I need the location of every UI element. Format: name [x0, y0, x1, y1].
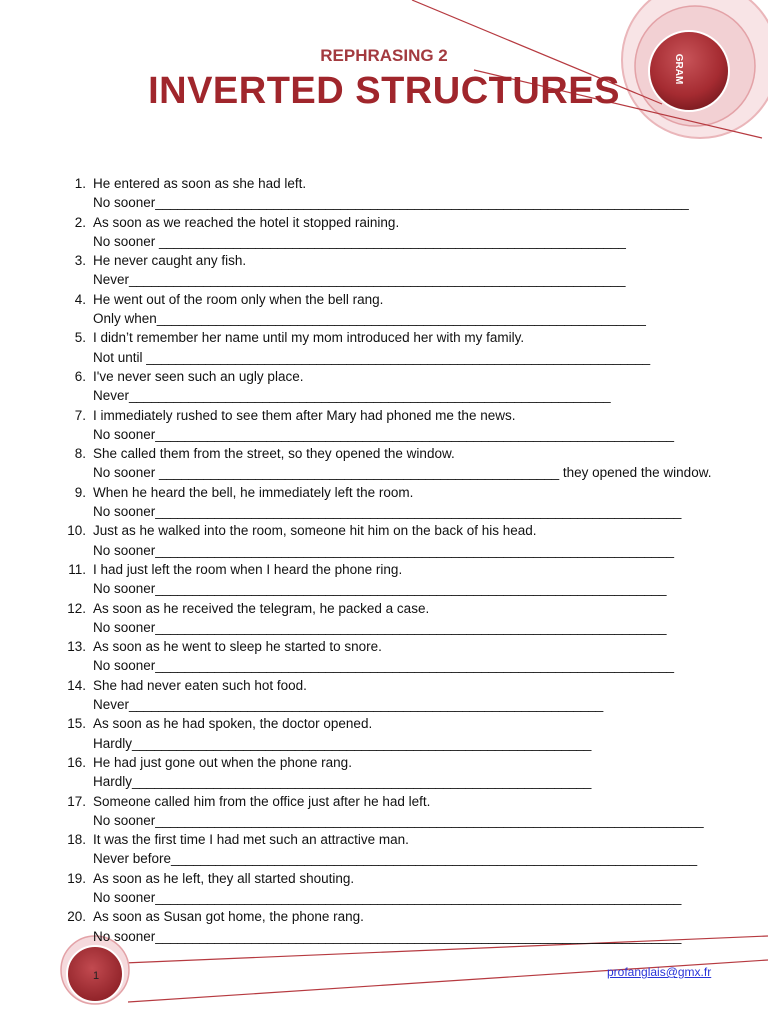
rephrase-prompt: Only when [93, 311, 157, 327]
rephrase-line [93, 193, 720, 212]
exercise-number: 10. [67, 523, 86, 539]
rephrase-prompt: Not until [93, 349, 147, 365]
contact-email-link[interactable]: profanglais@gmx.fr [607, 965, 712, 979]
answer-blank[interactable]: _____________________________________________________________________ [155, 581, 667, 597]
exercise-number: 19. [67, 870, 86, 886]
exercise-item [60, 290, 720, 329]
rephrase-line [93, 849, 720, 868]
rephrase-prompt: Never [93, 697, 130, 713]
exercise-number: 7. [74, 407, 86, 423]
exercise-sentence: As soon as we reached the hotel it stopped raining. [93, 214, 400, 230]
exercise-item [60, 444, 720, 483]
exercise-sentence: He never caught any fish. [93, 253, 247, 269]
exercise-number: 20. [67, 909, 86, 925]
rephrase-prompt: No sooner [93, 233, 160, 249]
answer-blank[interactable]: _________________________________________________________________ [129, 388, 611, 404]
exercise-item [60, 637, 720, 676]
exercise-item [60, 599, 720, 638]
answer-blank[interactable]: _______________________________________________________________________ [171, 851, 698, 867]
rephrase-line [93, 502, 720, 521]
answer-blank[interactable]: __________________________________________________________________ [156, 311, 646, 327]
rephrase-prompt: Never before [93, 851, 172, 867]
exercise-sentence: When he heard the bell, he immediately left the room. [93, 484, 414, 500]
exercise-sentence: He entered as soon as she had left. [93, 176, 307, 191]
exercise-list [60, 174, 720, 946]
exercise-number: 5. [74, 330, 86, 346]
rephrase-line [93, 386, 720, 405]
rephrase-line [93, 772, 720, 791]
answer-blank[interactable]: ___________________________________________________________________ [129, 272, 626, 288]
rephrase-suffix: they opened the window. [559, 465, 712, 481]
exercise-item [60, 213, 720, 252]
exercise-sentence: It was the first time I had met such an attractive man. [93, 832, 409, 848]
exercise-item [60, 676, 720, 715]
page-title: INVERTED STRUCTURES [148, 70, 620, 112]
rephrase-prompt: Hardly [93, 735, 133, 751]
exercise-number: 8. [74, 446, 86, 462]
rephrase-line [93, 232, 720, 251]
exercise-item [60, 406, 720, 445]
exercise-sentence: As soon as he left, they all started shouting. [93, 870, 355, 886]
exercise-sentence: She had never eaten such hot food. [93, 677, 307, 693]
rephrase-line [93, 348, 720, 367]
exercise-item [60, 714, 720, 753]
rephrase-prompt: No sooner [93, 195, 156, 211]
rephrase-prompt: No sooner [93, 542, 156, 558]
exercise-item [60, 174, 720, 213]
exercise-sentence: I've never seen such an ugly place. [93, 368, 304, 384]
page-number: 1 [92, 970, 100, 982]
exercise-number: 4. [74, 291, 86, 307]
exercise-number: 6. [74, 368, 86, 384]
exercise-item [60, 753, 720, 792]
answer-blank[interactable]: ______________________________________________________________________ [155, 658, 674, 674]
exercise-item [60, 792, 720, 831]
exercise-item [60, 367, 720, 406]
answer-blank[interactable]: _______________________________________________________________ [159, 233, 626, 249]
rephrase-line [93, 270, 720, 289]
exercise-number: 1. [74, 176, 86, 191]
exercise-sentence: As soon as Susan got home, the phone rang. [93, 909, 364, 925]
exercise-number: 12. [67, 600, 86, 616]
exercise-number: 3. [74, 253, 86, 269]
gram-badge: GRAM [673, 53, 685, 85]
top-ornament [412, 0, 768, 138]
answer-blank[interactable]: _______________________________________________________________________ [155, 928, 682, 944]
rephrase-prompt: Hardly [93, 774, 133, 790]
answer-blank[interactable]: _______________________________________________________________________ [155, 889, 682, 905]
rephrase-prompt: Never [93, 388, 130, 404]
rephrase-prompt: No sooner [93, 812, 156, 828]
exercise-sentence: She called them from the street, so they opened the window. [93, 446, 455, 462]
exercise-number: 2. [74, 214, 86, 230]
exercise-item [60, 830, 720, 869]
rephrase-prompt: No sooner [93, 928, 156, 944]
exercise-number: 15. [67, 716, 86, 732]
rephrase-line [93, 656, 720, 675]
rephrase-line [93, 888, 720, 907]
answer-blank[interactable]: _______________________________________________________________________ [155, 504, 682, 520]
rephrase-line [93, 463, 720, 482]
rephrase-line [93, 309, 720, 328]
exercise-sentence: As soon as he received the telegram, he packed a case. [93, 600, 430, 616]
exercise-number: 9. [74, 484, 86, 500]
rephrase-prompt: No sooner [93, 465, 160, 481]
exercise-item [60, 251, 720, 290]
exercise-number: 13. [67, 639, 86, 655]
rephrase-line [93, 927, 720, 946]
exercise-item [60, 328, 720, 367]
answer-blank[interactable]: ____________________________________________________________________ [146, 349, 651, 365]
answer-blank[interactable]: ______________________________________________________________________ [155, 542, 674, 558]
rephrase-line [93, 618, 720, 637]
exercise-number: 11. [68, 561, 86, 577]
exercise-sentence: He went out of the room only when the bell rang. [93, 291, 384, 307]
exercise-sentence: Just as he walked into the room, someone hit him on the back of his head. [93, 523, 537, 539]
exercise-sentence: I had just left the room when I heard the phone ring. [93, 561, 403, 577]
answer-blank[interactable]: ______________________________________________________________ [132, 774, 592, 790]
rephrase-line [93, 425, 720, 444]
rephrase-prompt: Never [93, 272, 130, 288]
rephrase-prompt: No sooner [93, 619, 156, 635]
exercise-sentence: As soon as he went to sleep he started to snore. [93, 639, 382, 655]
answer-blank[interactable]: ________________________________________________________________ [129, 697, 604, 713]
rephrase-prompt: No sooner [93, 889, 156, 905]
exercise-number: 17. [67, 793, 86, 809]
exercise-item [60, 869, 720, 908]
rephrase-line [93, 811, 720, 830]
exercise-sentence: I immediately rushed to see them after Mary had phoned me the news. [93, 407, 516, 423]
exercise-number: 16. [67, 754, 86, 770]
page-subtitle: REPHRASING 2 [320, 46, 448, 65]
exercise-number: 14. [67, 677, 86, 693]
answer-blank[interactable]: ______________________________________________________________________ [155, 426, 674, 442]
exercise-item [60, 907, 720, 946]
rephrase-line [93, 579, 720, 598]
rephrase-prompt: No sooner [93, 658, 156, 674]
exercise-item [60, 483, 720, 522]
rephrase-line [93, 541, 720, 560]
answer-blank[interactable]: __________________________________________________________________________ [155, 812, 704, 828]
rephrase-line [93, 734, 720, 753]
rephrase-prompt: No sooner [93, 426, 156, 442]
answer-blank[interactable]: ______________________________________________________ [159, 465, 560, 481]
rephrase-line [93, 695, 720, 714]
exercise-item [60, 560, 720, 599]
exercise-item [60, 521, 720, 560]
answer-blank[interactable]: _____________________________________________________________________ [155, 619, 667, 635]
answer-blank[interactable]: ______________________________________________________________ [132, 735, 592, 751]
answer-blank[interactable]: ________________________________________________________________________ [155, 195, 689, 211]
exercise-sentence: I didn’t remember her name until my mom introduced her with my family. [93, 330, 525, 346]
rephrase-prompt: No sooner [93, 504, 156, 520]
rephrase-prompt: No sooner [93, 581, 156, 597]
exercise-number: 18. [67, 832, 86, 848]
exercise-sentence: As soon as he had spoken, the doctor opened. [93, 716, 373, 732]
exercise-sentence: He had just gone out when the phone rang. [93, 754, 352, 770]
exercise-sentence: Someone called him from the office just after he had left. [93, 793, 431, 809]
